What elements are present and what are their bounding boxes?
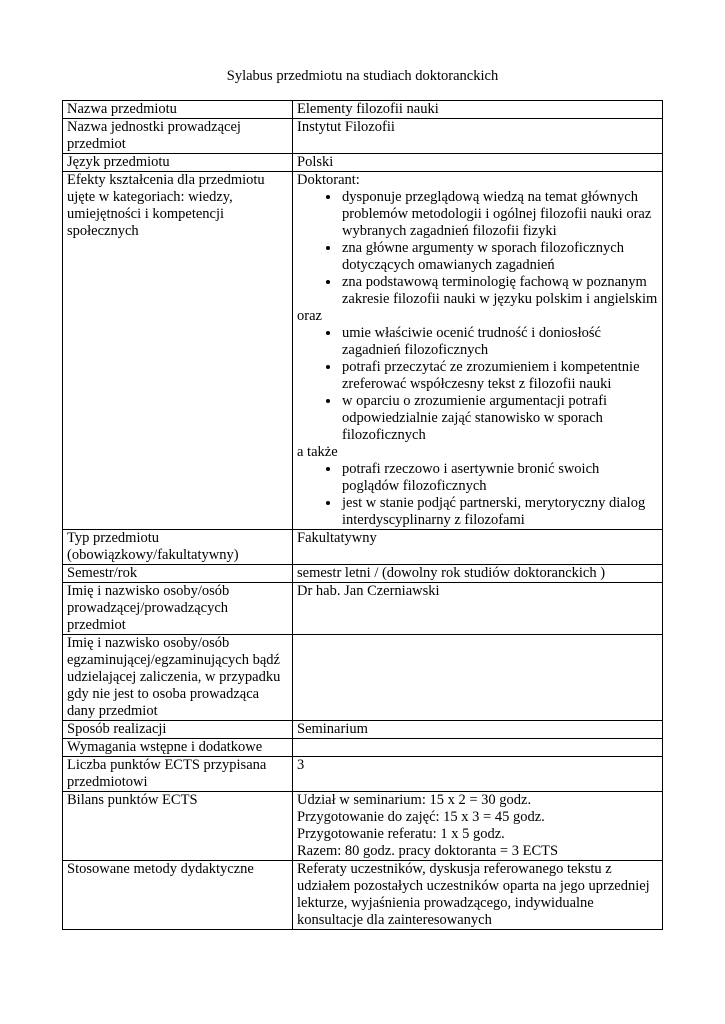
label-outcomes: Efekty kształcenia dla przedmiotu ujęte w kategoriach: wiedzy, umiejętności i kompetencji społecznych [63, 172, 293, 530]
table-row-lecturer [63, 583, 663, 635]
table-row-didactics [63, 861, 663, 930]
table-row-examiner [63, 635, 663, 721]
outcomes-list-knowledge [297, 189, 658, 308]
balance-line: Przygotowanie do zajęć: 15 x 3 = 45 godz. [297, 809, 545, 825]
value-requirements [293, 739, 663, 757]
outcomes-list-skills [297, 325, 658, 444]
label-examiner: Imię i nazwisko osoby/osób egzaminującej/egzaminujących bądź udzielającej zaliczenia, w przypadku gdy nie jest to osoba prowadząca dany przedmiot [63, 635, 293, 721]
list-item: • w oparciu o zrozumienie argumentacji potrafi odpowiedzialnie zająć stanowisko w sporach filozoficznych [341, 393, 658, 444]
value-semester: semestr letni / (dowolny rok studiów doktoranckich ) [293, 565, 663, 583]
list-item: • jest w stanie podjąć partnerski, merytoryczny dialog interdyscyplinarny z filozofami [341, 495, 658, 529]
value-method: Seminarium [293, 721, 663, 739]
value-lecturer: Dr hab. Jan Czerniawski [293, 583, 663, 635]
value-language: Polski [293, 154, 663, 172]
outcomes-connector-a-takze: a także [297, 444, 338, 460]
value-type: Fakultatywny [293, 530, 663, 565]
balance-line: Razem: 80 godz. pracy doktoranta = 3 ECTS [297, 843, 559, 859]
value-outcomes [293, 172, 663, 530]
page-title: Sylabus przedmiotu na studiach doktoranckich [226, 68, 499, 84]
label-unit: Nazwa jednostki prowadzącej przedmiot [63, 119, 293, 154]
label-semester: Semestr/rok [63, 565, 293, 583]
value-unit: Instytut Filozofii [293, 119, 663, 154]
value-ects: 3 [293, 757, 663, 792]
list-item: • zna podstawową terminologię fachową w poznanym zakresie filozofii nauki w języku polskim i angielskim [341, 274, 658, 308]
balance-line: Udział w seminarium: 15 x 2 = 30 godz. [297, 792, 532, 808]
label-balance: Bilans punktów ECTS [63, 792, 293, 861]
list-item: • potrafi przeczytać ze zrozumieniem i kompetentnie zreferować współczesny tekst z filozofii nauki [341, 359, 658, 393]
table-row-balance [63, 792, 663, 861]
list-item: • umie właściwie ocenić trudność i doniosłość zagadnień filozoficznych [341, 325, 658, 359]
label-method: Sposób realizacji [63, 721, 293, 739]
table-row-outcomes [63, 172, 663, 530]
value-course-name: Elementy filozofii nauki [293, 101, 663, 119]
syllabus-table [62, 100, 663, 930]
table-row-unit [63, 119, 663, 154]
outcomes-list-competences [297, 461, 658, 529]
label-requirements: Wymagania wstępne i dodatkowe [63, 739, 293, 757]
balance-line: Przygotowanie referatu: 1 x 5 godz. [297, 826, 505, 842]
table-row-semester [63, 565, 663, 583]
value-balance [293, 792, 663, 861]
table-row-ects [63, 757, 663, 792]
label-type: Typ przedmiotu (obowiązkowy/fakultatywny) [63, 530, 293, 565]
label-ects: Liczba punktów ECTS przypisana przedmiotowi [63, 757, 293, 792]
table-row-name [63, 101, 663, 119]
table-row-method [63, 721, 663, 739]
table-row-language [63, 154, 663, 172]
value-examiner [293, 635, 663, 721]
list-item: • zna główne argumenty w sporach filozoficznych dotyczących omawianych zagadnień [341, 240, 658, 274]
label-language: Język przedmiotu [63, 154, 293, 172]
table-row-requirements [63, 739, 663, 757]
table-row-type [63, 530, 663, 565]
value-didactics: Referaty uczestników, dyskusja referowanego tekstu z udziałem pozostałych uczestników oparta na jego uprzedniej lekturze, wyjaśnienia prowadzącego, indywidualne konsultacje dla zainteresowanych [293, 861, 663, 930]
list-item: • dysponuje przeglądową wiedzą na temat głównych problemów metodologii i ogólnej filozofii nauki oraz wybranych zagadnień filozofii fizyki [341, 189, 658, 240]
outcomes-intro: Doktorant: [297, 172, 360, 188]
list-item: • potrafi rzeczowo i asertywnie bronić swoich poglądów filozoficznych [341, 461, 658, 495]
outcomes-connector-oraz: oraz [297, 308, 322, 324]
label-didactics: Stosowane metody dydaktyczne [63, 861, 293, 930]
label-lecturer: Imię i nazwisko osoby/osób prowadzącej/prowadzących przedmiot [63, 583, 293, 635]
label-course-name: Nazwa przedmiotu [63, 101, 293, 119]
